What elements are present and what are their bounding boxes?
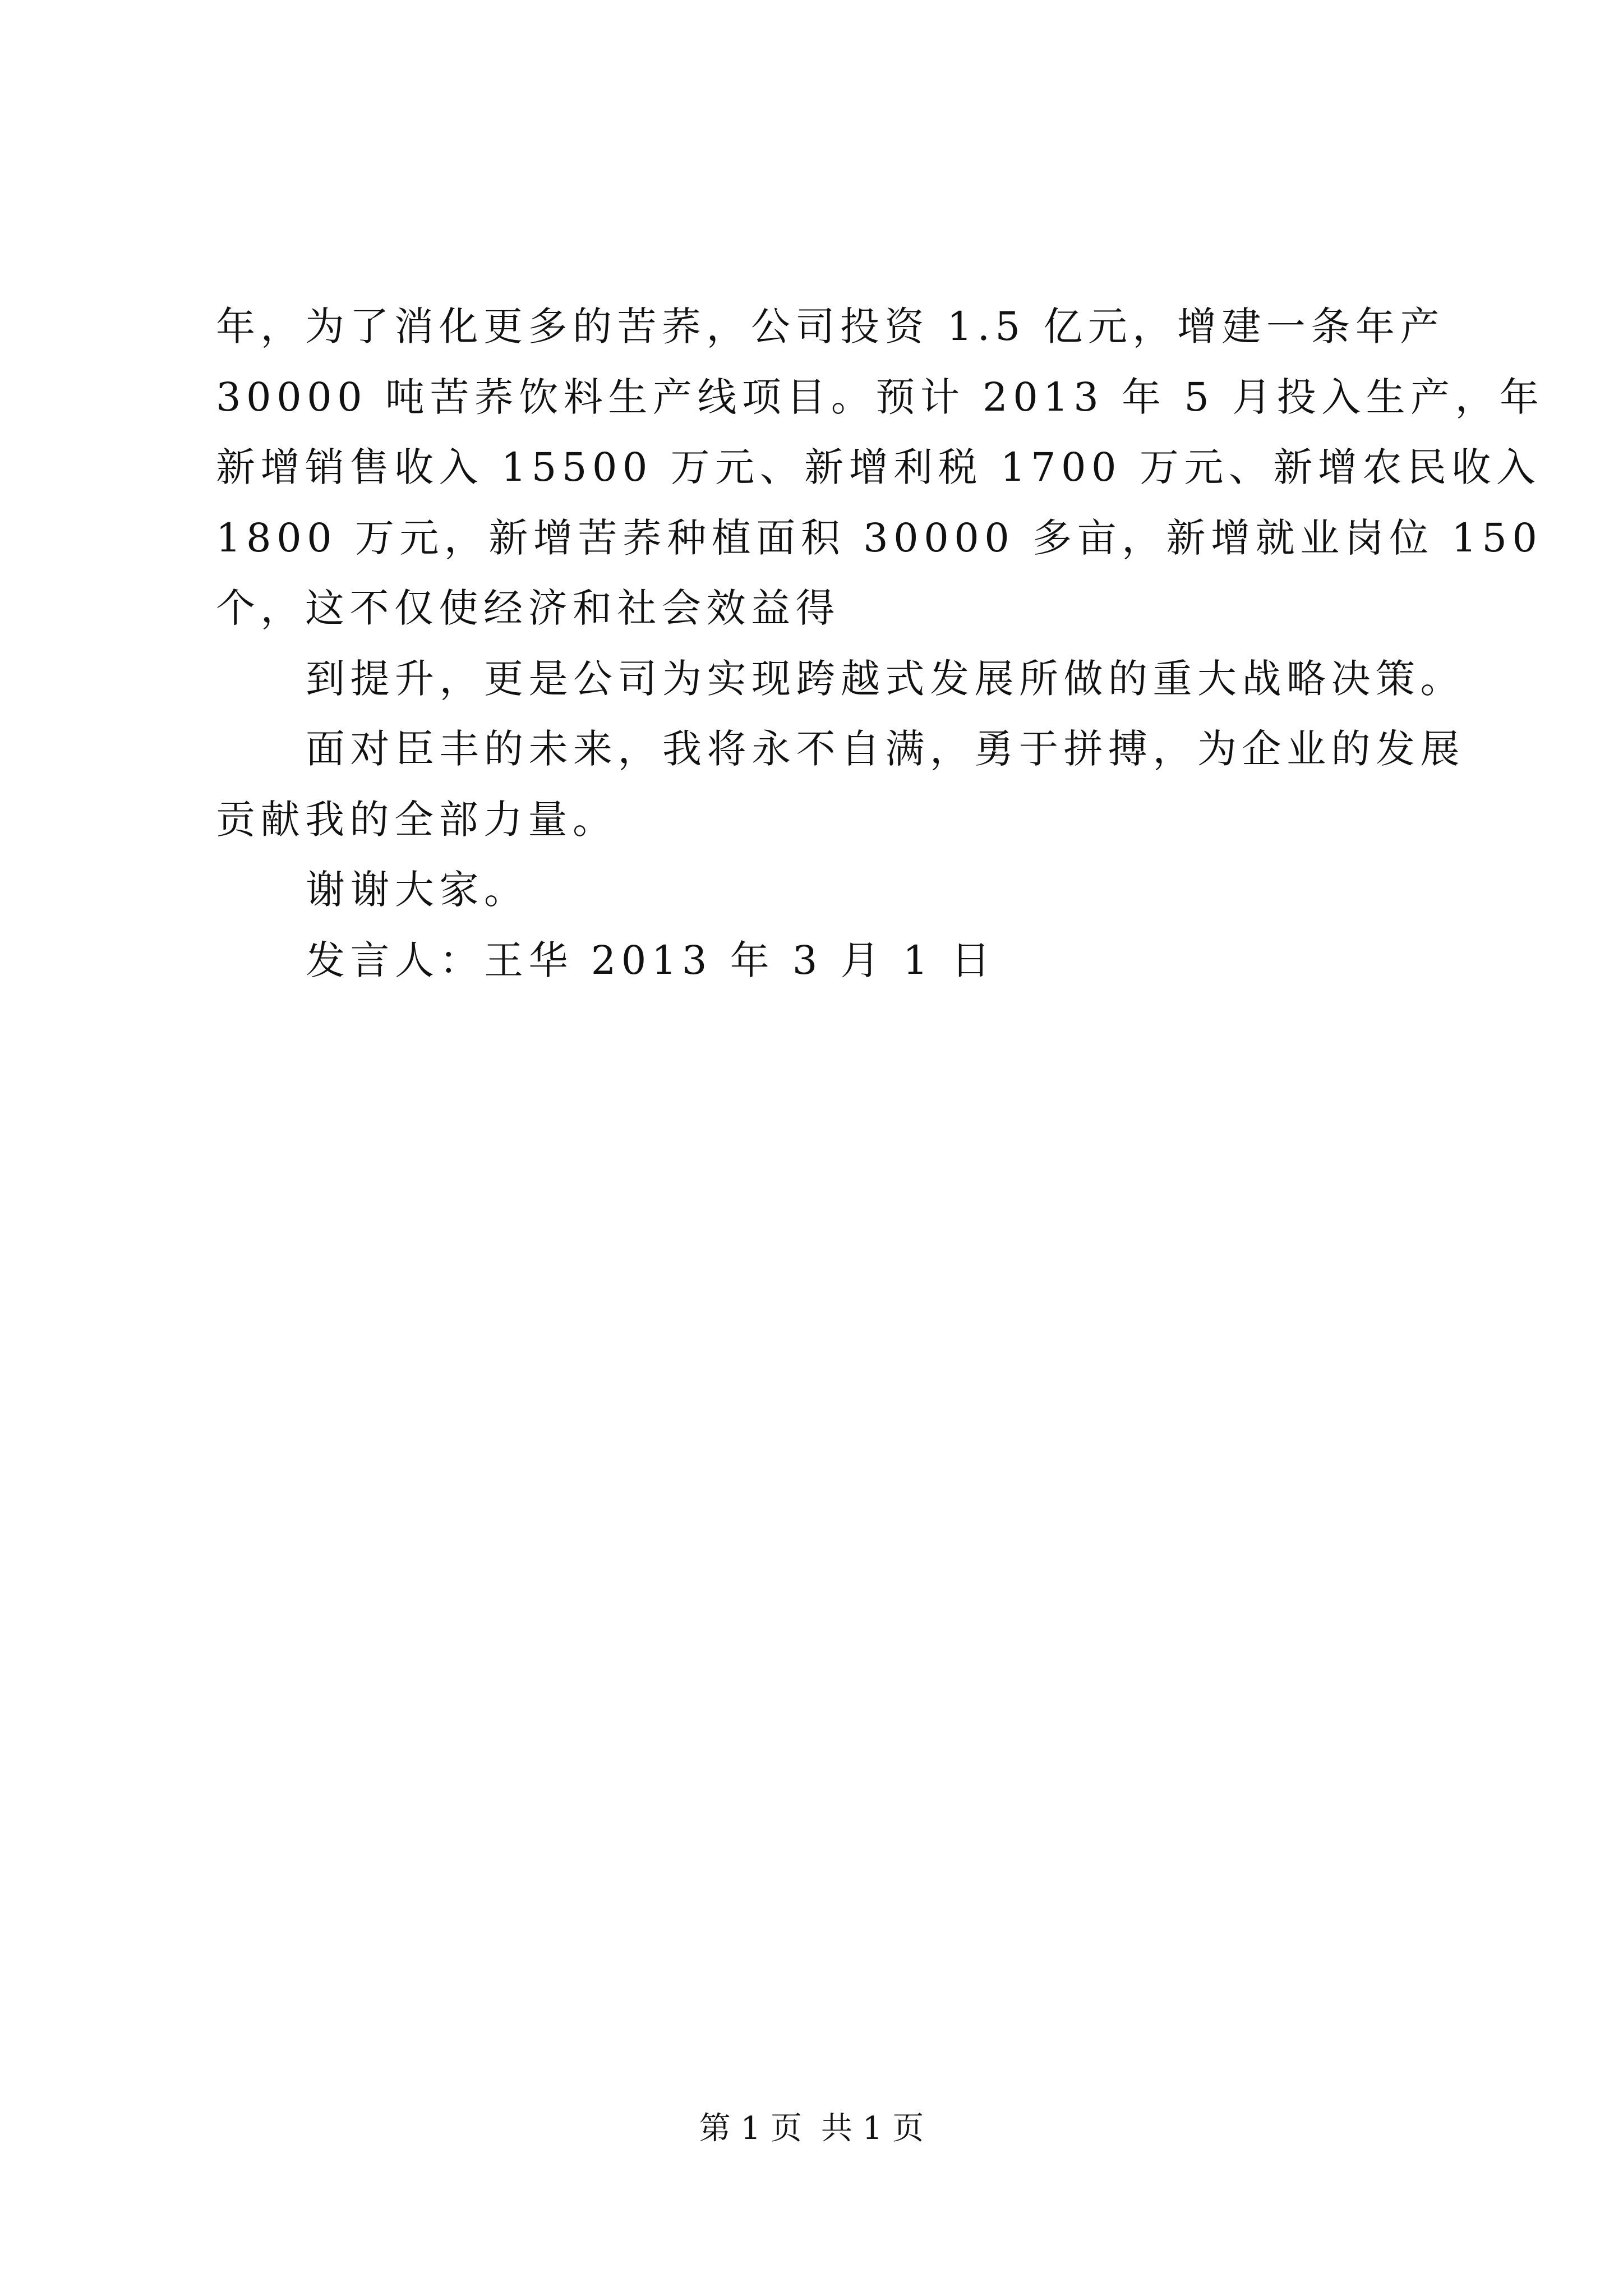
body-line: 贡献我的全部力量。	[216, 796, 617, 843]
document-body	[216, 292, 1544, 996]
body-line: 1800 万元，新增苦荞种植面积 30000 多亩，新增就业岗位 150	[216, 514, 1543, 561]
page-number: 第 1 页	[699, 2110, 802, 2147]
closing-thanks: 谢谢大家。	[306, 867, 529, 913]
body-line: 年，为了消化更多的苦荞，公司投资 1.5 亿元，增建一条年产	[216, 303, 1445, 349]
signature-line: 发言人：王华 2013 年 3 月 1 日	[306, 937, 996, 983]
page-footer	[0, 2109, 1623, 2148]
body-paragraph: 面对臣丰的未来，我将永不自满，勇于拼搏，为企业的发展	[306, 726, 1465, 772]
body-line: 30000 吨苦荞饮料生产线项目。预计 2013 年 5 月投入生产，年	[216, 374, 1544, 420]
page-total: 共 1 页	[821, 2110, 924, 2147]
body-paragraph: 到提升，更是公司为实现跨越式发展所做的重大战略决策。	[306, 655, 1465, 702]
body-line: 个，这不仅使经济和社会效益得	[216, 585, 840, 631]
body-line: 新增销售收入 15500 万元、新增利税 1700 万元、新增农民收入	[216, 444, 1541, 490]
